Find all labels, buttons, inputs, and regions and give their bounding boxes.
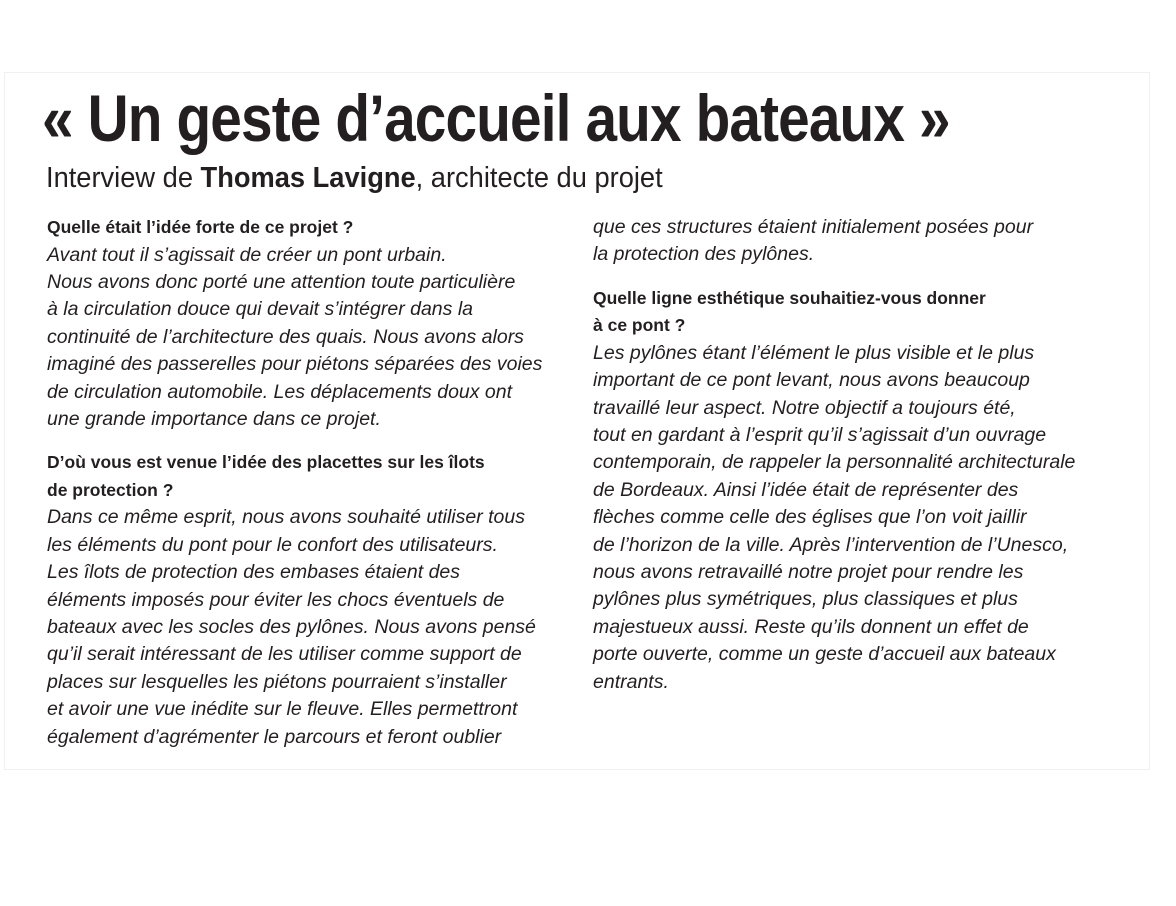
headline: « Un geste d’accueil aux bateaux » bbox=[42, 81, 950, 155]
answer-1 bbox=[47, 242, 587, 434]
answer-line: une grande importance dans ce projet. bbox=[47, 407, 381, 430]
answer-line: Les îlots de protection des embases étaient des bbox=[47, 561, 461, 584]
answer-line: Les pylônes étant l’élément le plus visible et le plus bbox=[593, 341, 1035, 364]
answer-line: imaginé des passerelles pour piétons séparées des voies bbox=[47, 353, 543, 376]
answer-line: continuité de l’architecture des quais. Nous avons alors bbox=[47, 325, 524, 348]
spacer bbox=[47, 433, 587, 449]
question-3 bbox=[593, 285, 1133, 340]
answer-line: éléments imposés pour éviter les chocs éventuels de bbox=[47, 588, 505, 611]
question-line: D’où vous est venue l’idée des placettes sur les îlots bbox=[47, 452, 485, 473]
answer-line: Avant tout il s’agissait de créer un pont urbain. bbox=[47, 243, 447, 266]
answer-line: tout en gardant à l’esprit qu’il s’agissait d’un ouvrage bbox=[593, 424, 1047, 447]
question-1 bbox=[47, 214, 587, 242]
question-line: Quelle était l’idée forte de ce projet ? bbox=[47, 217, 354, 237]
question-2 bbox=[47, 449, 587, 504]
subtitle-suffix: , architecte du projet bbox=[415, 162, 663, 194]
answer-2 bbox=[47, 504, 587, 751]
answer-2-continued bbox=[593, 214, 1133, 269]
interviewee-name: Thomas Lavigne bbox=[200, 162, 416, 194]
answer-line: de circulation automobile. Les déplacements doux ont bbox=[47, 380, 513, 403]
subtitle bbox=[46, 158, 663, 198]
answer-line: contemporain, de rappeler la personnalité architecturale bbox=[593, 451, 1076, 474]
answer-line: entrants. bbox=[593, 670, 669, 693]
question-line: Quelle ligne esthétique souhaitiez-vous donner bbox=[593, 287, 986, 308]
answer-line: bateaux avec les socles des pylônes. Nous avons pensé bbox=[47, 615, 536, 638]
answer-line: Nous avons donc porté une attention toute particulière bbox=[47, 270, 516, 293]
answer-line: également d’agrémenter le parcours et feront oublier bbox=[47, 725, 502, 748]
answer-line: flèches comme celle des églises que l’on voit jaillir bbox=[593, 506, 1027, 529]
answer-line: travaillé leur aspect. Notre objectif a toujours été, bbox=[593, 396, 1016, 419]
answer-line: que ces structures étaient initialement posées pour bbox=[593, 216, 1034, 238]
answer-line: places sur lesquelles les piétons pourraient s’installer bbox=[47, 670, 507, 693]
answer-line: nous avons retravaillé notre projet pour rendre les bbox=[593, 561, 1024, 584]
answer-3 bbox=[593, 340, 1133, 696]
question-line: de protection ? bbox=[47, 479, 174, 500]
subtitle-prefix: Interview de bbox=[46, 162, 201, 194]
answer-line: qu’il serait intéressant de les utiliser comme support de bbox=[47, 643, 522, 666]
answer-line: à la circulation douce qui devait s’intégrer dans la bbox=[47, 298, 474, 321]
right-column bbox=[593, 214, 1133, 696]
answer-line: la protection des pylônes. bbox=[593, 243, 815, 266]
answer-line: et avoir une vue inédite sur le fleuve. Elles permettront bbox=[47, 698, 518, 721]
answer-line: important de ce pont levant, nous avons beaucoup bbox=[593, 369, 1030, 392]
left-column bbox=[47, 214, 587, 751]
question-line: à ce pont ? bbox=[593, 315, 686, 336]
spacer bbox=[593, 269, 1133, 285]
answer-line: de Bordeaux. Ainsi l’idée était de représenter des bbox=[593, 478, 1019, 501]
answer-line: porte ouverte, comme un geste d’accueil aux bateaux bbox=[593, 643, 1056, 666]
answer-line: de l’horizon de la ville. Après l’intervention de l’Unesco, bbox=[593, 533, 1069, 556]
answer-line: les éléments du pont pour le confort des utilisateurs. bbox=[47, 533, 498, 556]
answer-line: majestueux aussi. Reste qu’ils donnent un effet de bbox=[593, 615, 1029, 638]
answer-line: Dans ce même esprit, nous avons souhaité utiliser tous bbox=[47, 506, 525, 529]
answer-line: pylônes plus symétriques, plus classiques et plus bbox=[593, 588, 1018, 611]
